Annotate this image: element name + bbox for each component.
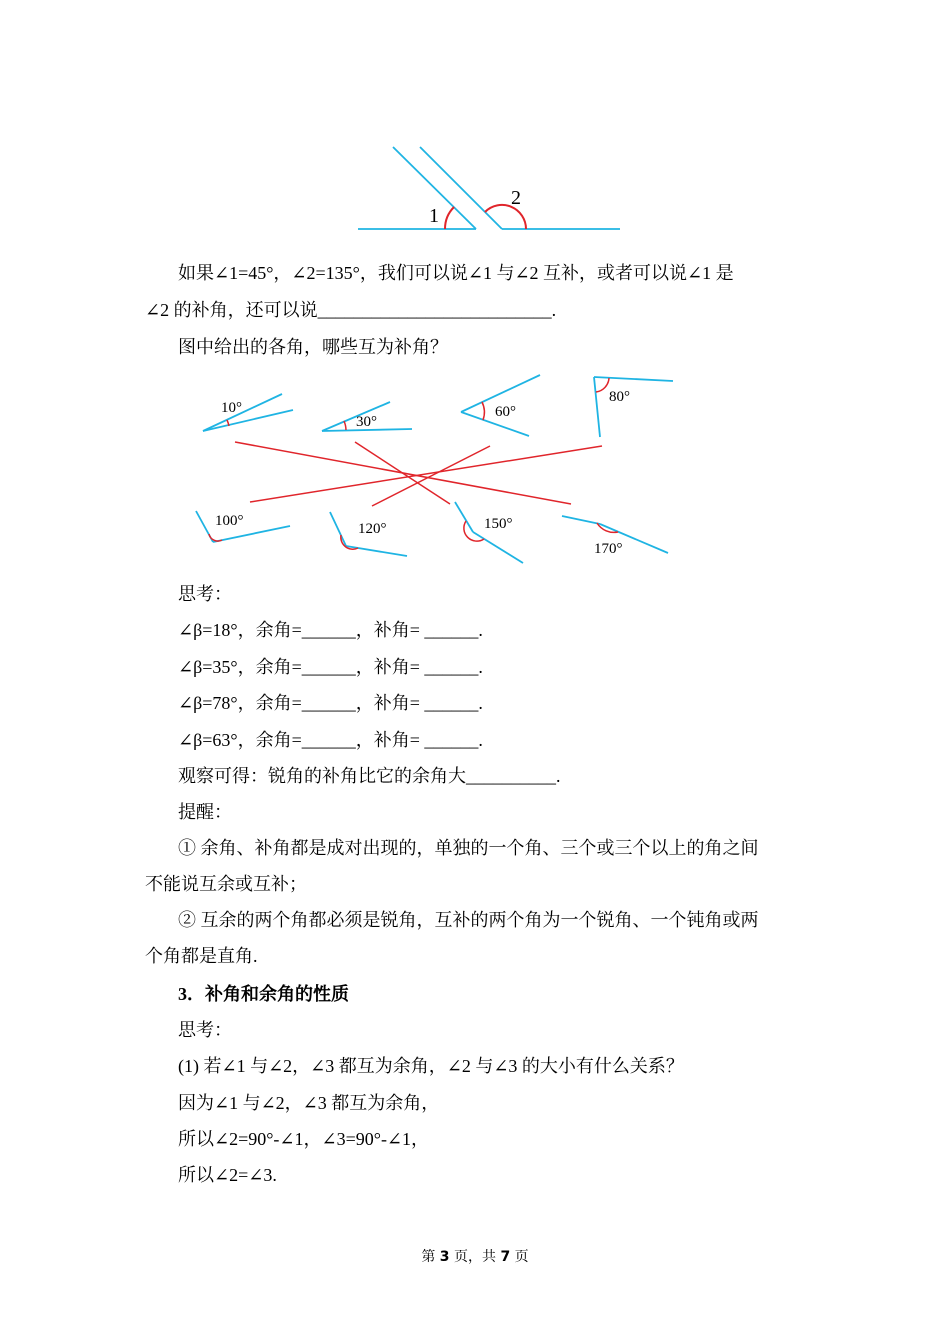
- angle-label-80: 80°: [609, 389, 630, 405]
- reminder-line-1: ① 余角、补角都是成对出现的，单独的一个角、三个或三个以上的角之间: [178, 838, 759, 858]
- total-pages: 7: [500, 1249, 511, 1265]
- think-heading: 思考：: [178, 584, 232, 604]
- current-page-number: 3: [439, 1249, 450, 1265]
- exercise-row-4: ∠β=63°，余角=______，补角= ______.: [178, 730, 483, 750]
- observation: 观察可得：锐角的补角比它的余角大__________.: [178, 766, 561, 786]
- angle-label-120: 120°: [358, 521, 387, 537]
- angle-label-170: 170°: [594, 541, 623, 557]
- question-1: (1) 若∠1 与∠2，∠3 都互为余角，∠2 与∠3 的大小有什么关系？: [178, 1056, 684, 1076]
- reminder-line-4: 个角都是直角.: [145, 946, 258, 966]
- exercise-row-1: ∠β=18°，余角=______，补角= ______.: [178, 620, 483, 640]
- conclusion-line: 所以∠2=∠3.: [178, 1165, 277, 1185]
- supplementary-angles-figure: [0, 140, 950, 250]
- angle-1-label: 1: [429, 205, 439, 227]
- paragraph-2: ∠2 的补角，还可以说__________________________.: [145, 300, 557, 320]
- angle-label-10: 10°: [221, 400, 242, 416]
- angle-label-100: 100°: [215, 513, 244, 529]
- connector-60-120: [372, 446, 490, 506]
- angle-label-150: 150°: [484, 516, 513, 532]
- angle-1-arc: [445, 207, 454, 229]
- exercise-row-3: ∠β=78°，余角=______，补角= ______.: [178, 693, 483, 713]
- reminder-heading: 提醒：: [178, 802, 232, 822]
- section-think-heading: 思考：: [178, 1020, 232, 1040]
- paragraph-1: 如果∠1=45°，∠2=135°，我们可以说∠1 与∠2 互补，或者可以说∠1 是: [178, 263, 734, 283]
- paragraph-3: 图中给出的各角，哪些互为补角？: [178, 337, 448, 357]
- derivation-line: 所以∠2=90°-∠1，∠3=90°-∠1，: [178, 1129, 430, 1149]
- angle-label-30: 30°: [356, 414, 377, 430]
- section-title: 3．补角和余角的性质: [178, 984, 349, 1004]
- angle-2-label: 2: [511, 187, 521, 209]
- reminder-line-3: ② 互余的两个角都必须是锐角，互补的两个角为一个锐角、一个钝角或两: [178, 910, 759, 930]
- exercise-row-2: ∠β=35°，余角=______，补角= ______.: [178, 657, 483, 677]
- reminder-line-2: 不能说互余或互补；: [145, 874, 307, 894]
- page-footer: 第 3 页，共 7 页: [421, 1249, 529, 1265]
- angle-label-60: 60°: [495, 404, 516, 420]
- reason-line: 因为∠1 与∠2，∠3 都互为余角，: [178, 1093, 440, 1113]
- angle-matching-figure: [0, 370, 950, 570]
